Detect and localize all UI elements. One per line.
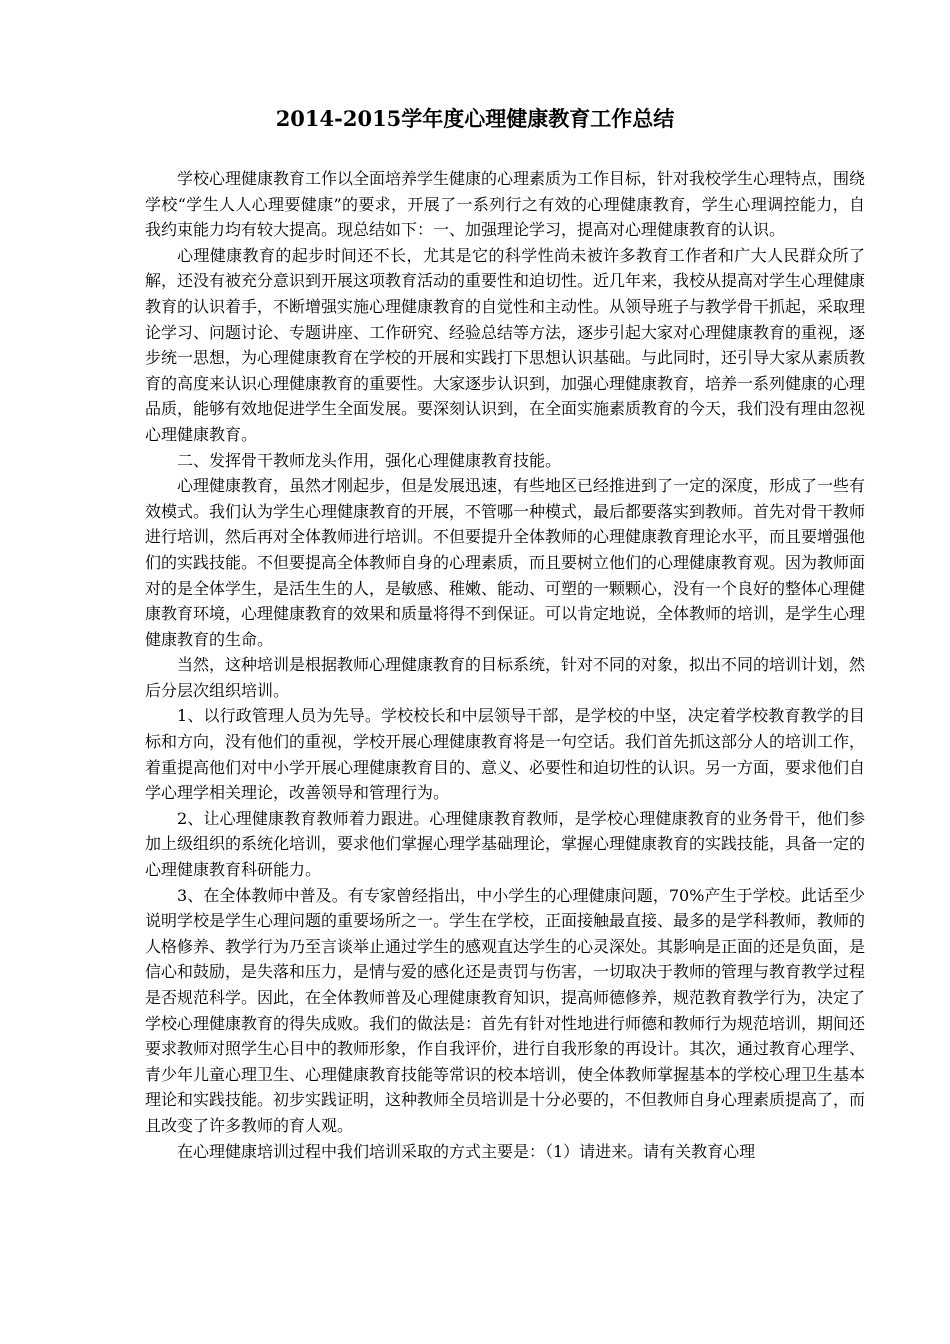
paragraph-training-methods: 在心理健康培训过程中我们培训采取的方式主要是：（1）请进来。请有关教育心理 xyxy=(177,1141,756,1161)
paragraph-awareness: 心理健康教育的起步时间还不长，尤其是它的科学性尚未被许多教育工作者和广大人民群众所了解，还没有被充分意识到开展这项教育活动的重要性和迫切性。近几年来，我校从提高对学生心理健康教育的认识着手，不断增强实施心理健康教育的自觉性和主动性。从领导班子与教学骨干抓起，采取理论学习、问题讨论、专题讲座、工作研究、经验总结等方法，逐步引起大家对心理健康教育的重视，逐步统一思想，为心理健康教育在学校的开展和实践打下思想认识基础。与此同时，还引导大家从素质教育的高度来认识心理健康教育的重要性。大家逐步认识到，加强心理健康教育，培养一系列健康的心理品质，能够有效地促进学生全面发展。要深刻认识到，在全面实施素质教育的今天，我们没有理由忽视心理健康教育。 xyxy=(145,245,866,444)
section-heading-two: 二、发挥骨干教师龙头作用，强化心理健康教育技能。 xyxy=(177,450,562,470)
paragraph-teacher-training: 心理健康教育，虽然才刚起步，但是发展迅速，有些地区已经推进到了一定的深度，形成了一些有效模式。我们认为学生心理健康教育的开展，不管哪一种模式，最后都要落实到教师。首先对骨干教师进行培训，然后再对全体教师进行培训。不但要提升全体教师的心理健康教育理论水平，而且要增强他们的实践技能。不但要提高全体教师自身的心理素质，而且要树立他们的心理健康教育观。因为教师面对的是全体学生，是活生生的人，是敏感、稚嫩、能动、可塑的一颗颗心，没有一个良好的整体心理健康教育环境，心理健康教育的效果和质量将得不到保证。可以肯定地说，全体教师的培训，是学生心理健康教育的生命。 xyxy=(145,476,866,649)
paragraph-item-2: 2、让心理健康教育教师着力跟进。心理健康教育教师，是学校心理健康教育的业务骨干，他们参加上级组织的系统化培训，要求他们掌握心理学基础理论，掌握心理健康教育的实践技能，具备一定的心理健康教育科研能力。 xyxy=(145,808,866,880)
document-title: 2014-2015学年度心理健康教育工作总结 xyxy=(275,106,675,131)
document-body xyxy=(145,166,865,1164)
paragraph-item-3: 3、在全体教师中普及。有专家曾经指出，中小学生的心理健康问题，70%产生于学校。此话至少说明学校是学生心理问题的重要场所之一。学生在学校，正面接触最直接、最多的是学科教师，教师的人格修养、教学行为乃至言谈举止通过学生的感观直达学生的心灵深处。其影响是正面的还是负面，是信心和鼓励，是失落和压力，是情与爱的感化还是责罚与伤害，一切取决于教师的管理与教育教学过程是否规范科学。因此，在全体教师普及心理健康教育知识，提高师德修养，规范教育教学行为，决定了学校心理健康教育的得失成败。我们的做法是：首先有针对性地进行师德和教师行为规范培训，期间还要求教师对照学生心目中的教师形象，作自我评价，进行自我形象的再设计。其次，通过教育心理学、青少年儿童心理卫生、心理健康教育技能等常识的校本培训，使全体教师掌握基本的学校心理卫生基本理论和实践技能。初步实践证明，这种教师全员培训是十分必要的，不但教师自身心理素质提高了，而且改变了许多教师的育人观。 xyxy=(145,885,866,1135)
paragraph-training-plan: 当然，这种培训是根据教师心理健康教育的目标系统，针对不同的对象，拟出不同的培训计划，然后分层次组织培训。 xyxy=(145,655,866,700)
paragraph-item-1: 1、以行政管理人员为先导。学校校长和中层领导干部，是学校的中坚，决定着学校教育教学的目标和方向，没有他们的重视，学校开展心理健康教育将是一句空话。我们首先抓这部分人的培训工作，着重提高他们对中小学开展心理健康教育目的、意义、必要性和迫切性的认识。另一方面，要求他们自学心理学相关理论，改善领导和管理行为。 xyxy=(145,706,866,803)
paragraph-intro: 学校心理健康教育工作以全面培养学生健康的心理素质为工作目标，针对我校学生心理特点，围绕学校“学生人人心理要健康”的要求，开展了一系列行之有效的心理健康教育，学生心理调控能力，自我约束能力均有较大提高。现总结如下：一、加强理论学习，提高对心理健康教育的认识。 xyxy=(145,169,866,240)
